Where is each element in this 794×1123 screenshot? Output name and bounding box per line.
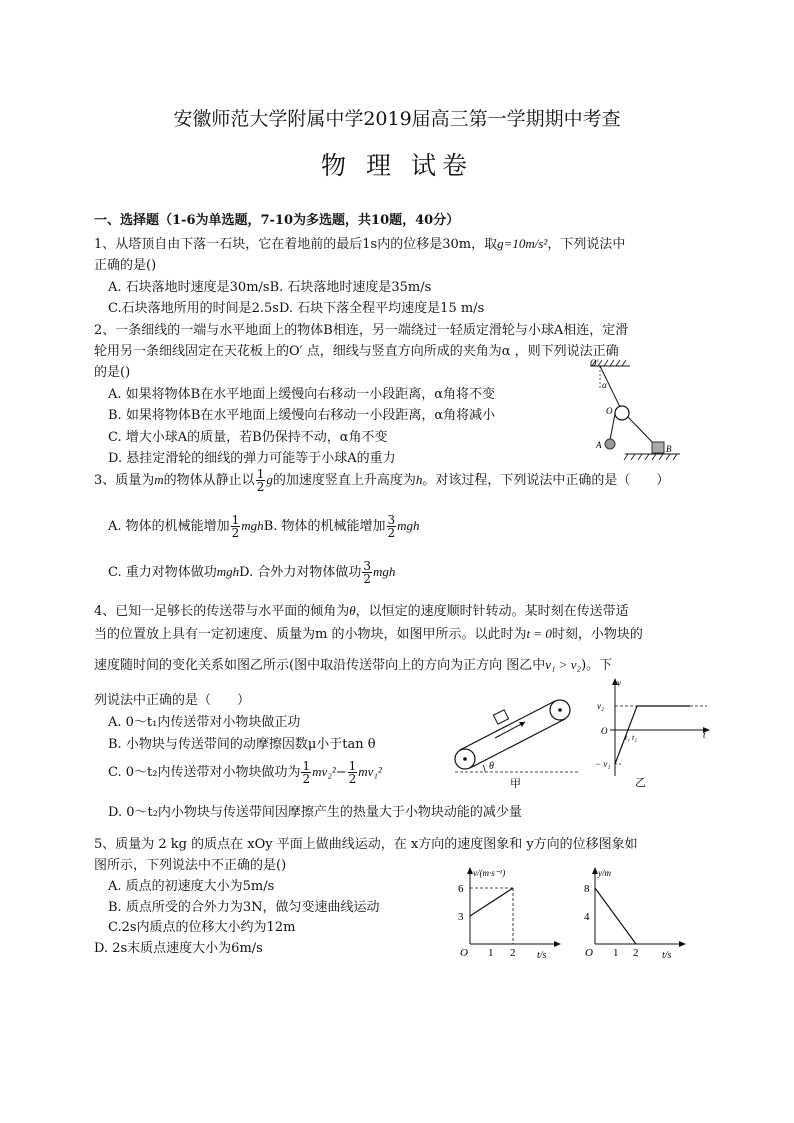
q5-option-a: A. 质点的初速度大小为5m/s <box>108 879 275 894</box>
q4-text-5: 速度随时间的变化关系如图乙所示(图中取沿传送带向上的方向为正方向 图乙中 <box>94 658 546 673</box>
q2-line3: 的是() <box>94 365 131 380</box>
q4-line3 <box>94 654 612 673</box>
q5-line2: 图所示，下列说法中不正确的是() <box>94 858 287 873</box>
label-t1t2: t₁ t₂ <box>625 733 638 742</box>
q3-options-ab <box>108 514 420 539</box>
q4-option-b: B. 小物块与传送带间的动摩擦因数μ小于tan θ <box>108 737 376 752</box>
y-tick-8: 8 <box>584 883 590 895</box>
y-xlabel: t/s <box>662 950 672 960</box>
q4-c-frac2 <box>348 760 358 785</box>
q3-d-expr: mgh <box>373 564 396 579</box>
label-neg-v1: − v₁ <box>595 759 611 769</box>
q2-pulley-figure <box>580 358 690 468</box>
q4-c-frac1-num: 1 <box>302 759 311 773</box>
q3-d-frac-num: 3 <box>363 559 372 573</box>
vx-tick-x2: 2 <box>510 947 516 959</box>
y-tick-x1: 1 <box>613 947 619 959</box>
q3-b-expr: mgh <box>397 518 420 533</box>
q3-text-2: 的物体从静止以 <box>163 473 255 488</box>
q1-text: 1、从塔顶自由下落一石块，它在着地前的最后1s内的位移是30m，取 <box>94 237 498 252</box>
label-t: t <box>703 730 706 740</box>
q4-c-minus: − <box>335 765 347 780</box>
q4-c-frac1 <box>301 760 311 785</box>
q3-text-3: 的加速度竖直上升高度为 <box>272 473 416 488</box>
q4-c-frac1-den: 2 <box>302 772 311 786</box>
q5-option-c: C.2s内质点的位移大小约为12m <box>108 920 296 935</box>
q4-option-d: D. 0～t₂内小物块与传送带间因摩擦产生的热量大于小物块动能的减少量 <box>108 805 522 820</box>
q3-a-frac <box>231 514 241 539</box>
label-origin: O <box>601 726 608 736</box>
q2-line2: 轮用另一条细线固定在天花板上的O′ 点，细线与竖直方向所成的夹角为α ，则下列说法正确 <box>94 344 619 359</box>
q4-option-c <box>108 760 382 785</box>
label-yi: 乙 <box>635 777 646 789</box>
label-theta: θ <box>489 761 494 772</box>
q3-text-1: 3、质量为 <box>94 473 155 488</box>
q3-frac <box>256 468 266 493</box>
q4-c-text: C. 0～t₂内传送带对小物块做功为 <box>108 765 301 780</box>
q4-line4: 列说法中正确的是（ ） <box>94 693 251 708</box>
q3-stem <box>94 468 669 493</box>
q5-line1: 5、质量为 2 kg 的质点在 xOy 平面上做曲线运动，在 x方向的速度图象和 y方向的位移图象如 <box>94 837 638 852</box>
q1-option-ab: A. 石块落地时速度是30m/sB. 石块落地时速度是35m/s <box>108 280 432 295</box>
q4-text-1: 4、已知一足够长的传送带与水平面的倾角为 <box>94 604 350 619</box>
label-o-prime: O′ <box>590 358 599 368</box>
q1-option-cd: C.石块落地所用的时间是2.5sD. 石块下落全程平均速度是15 m/s <box>108 301 485 316</box>
q4-theta: θ <box>349 603 356 618</box>
q2-option-d: D. 悬挂定滑轮的细线的弹力可能等于小球A的重力 <box>108 451 396 466</box>
q2-option-a: A. 如果将物体B在水平地面上缓慢向右移动一小段距离，α角将不变 <box>108 387 495 402</box>
q3-g: g <box>266 472 273 487</box>
y-origin: O <box>585 947 593 959</box>
q3-h: h <box>415 472 423 487</box>
vx-tick-6: 6 <box>458 883 464 895</box>
q3-m: m <box>154 472 164 487</box>
q3-a-frac-num: 1 <box>231 513 240 527</box>
vx-xlabel: t/s <box>537 950 547 960</box>
q4-line1 <box>94 600 629 619</box>
q3-d-frac <box>362 560 372 585</box>
q4-c-frac2-num: 1 <box>348 759 357 773</box>
q3-c-expr: mgh <box>216 564 240 579</box>
q3-b-frac <box>387 514 397 539</box>
q3-a-expr: mgh <box>241 518 264 533</box>
q3-option-a: A. 物体的机械能增加 <box>108 519 230 534</box>
q3-a-frac-den: 2 <box>231 526 240 540</box>
q5-option-d: D. 2s末质点速度大小为6m/s <box>94 941 263 956</box>
q4-text-6: )。下 <box>581 658 613 673</box>
q3-option-c: C. 重力对物体做功 <box>108 565 217 580</box>
q3-b-frac-den: 2 <box>387 526 396 540</box>
y-ylabel: y/m <box>598 868 611 878</box>
vx-ylabel: v/(m·s⁻¹) <box>473 868 506 878</box>
label-b: B <box>666 444 672 454</box>
vx-tick-x1: 1 <box>488 947 494 959</box>
y-tick-x2: 2 <box>633 947 639 959</box>
q5-option-b: B. 质点所受的合外力为3N，做匀变速曲线运动 <box>108 900 380 915</box>
q4-text-4: 时刻，小物块的 <box>551 627 643 642</box>
section-heading: 一、选择题（1-6为单选题，7-10为多选题，共10题，40分） <box>94 213 460 228</box>
q1-line1 <box>94 233 625 252</box>
q4-c-frac2-den: 2 <box>348 772 357 786</box>
q4-t0: t = 0 <box>526 626 552 641</box>
q4-line2 <box>94 623 643 642</box>
label-jia: 甲 <box>510 778 521 790</box>
label-v2: v₂ <box>597 701 605 711</box>
q3-frac-den: 2 <box>256 480 265 494</box>
q1-g-expr: g=10m/s² <box>497 236 548 251</box>
label-alpha: α <box>602 380 607 390</box>
q2-option-c: C. 增大小球A的质量，若B仍保持不动，α角不变 <box>108 430 388 445</box>
q4-c-v1: mv₁² <box>358 764 382 779</box>
label-a: A <box>596 440 602 450</box>
q4-c-v2: mv₂² <box>312 764 336 779</box>
q3-option-b: B. 物体的机械能增加 <box>263 519 386 534</box>
label-v: v <box>617 678 621 688</box>
vt-graph-figure <box>595 676 715 794</box>
q3-option-d: D. 合外力对物体做功 <box>239 565 362 580</box>
q3-d-frac-den: 2 <box>363 572 372 586</box>
q4-option-a: A. 0～t₁内传送带对小物块做正功 <box>108 715 301 730</box>
y-t-graph <box>578 866 693 960</box>
paper-title: 物 理 试卷 <box>321 151 473 180</box>
q4-v-relation: v₁ > v₂ <box>545 657 582 672</box>
q3-b-frac-num: 3 <box>387 513 396 527</box>
vx-tick-3: 3 <box>458 911 464 923</box>
q3-text-4: 。对该过程，下列说法中正确的是（ ） <box>422 473 670 488</box>
q3-options-cd <box>108 560 395 585</box>
vx-t-graph <box>450 866 565 960</box>
y-tick-4: 4 <box>584 911 590 923</box>
label-o: O <box>606 406 613 416</box>
school-title: 安徽师范大学附属中学2019届高三第一学期期中考查 <box>173 108 621 130</box>
q2-option-b: B. 如果将物体B在水平地面上缓慢向右移动一小段距离，α角将减小 <box>108 408 496 423</box>
conveyor-figure <box>445 695 585 795</box>
q4-text-3: 当的位置放上具有一定初速度、质量为m 的小物块，如图甲所示。以此时为 <box>94 627 527 642</box>
q4-text-2: ，以恒定的速度顺时针转动。某时刻在传送带适 <box>355 604 629 619</box>
vx-origin: O <box>460 947 468 959</box>
q1-line2: 正确的是() <box>94 258 157 273</box>
q2-line1: 2、一条细线的一端与水平地面上的物体B相连，另一端绕过一轻质定滑轮与小球A相连，定滑 <box>94 323 629 338</box>
q1-text-end: ，下列说法中 <box>547 237 626 252</box>
q3-frac-num: 1 <box>256 467 265 481</box>
